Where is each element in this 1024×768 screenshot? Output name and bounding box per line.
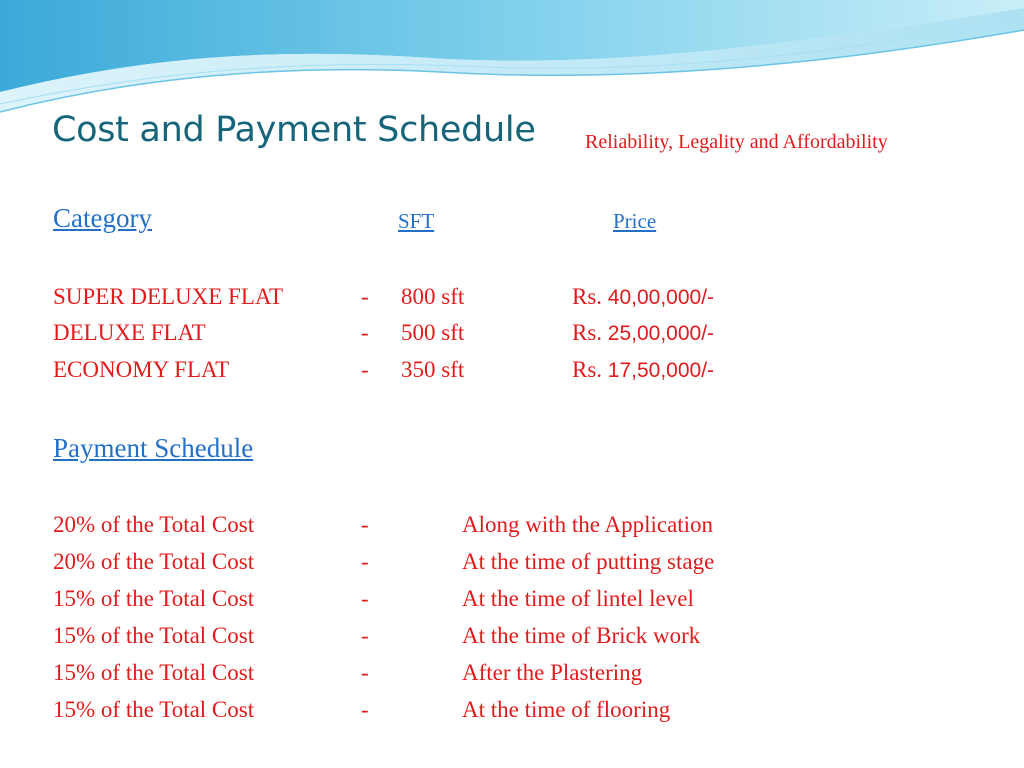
payment-portion: 15% of the Total Cost [53, 623, 255, 648]
payment-dash: - [361, 623, 369, 648]
price-value: 17,50,000/- [607, 359, 715, 382]
flat-dash: - [361, 320, 369, 345]
flat-dash: - [361, 357, 369, 382]
payment-stage: At the time of lintel level [462, 586, 694, 611]
flat-category: DELUXE FLAT [53, 320, 206, 345]
flat-sft: 500 sft [401, 320, 465, 345]
payment-dash: - [361, 660, 369, 685]
flat-category: ECONOMY FLAT [53, 357, 230, 382]
payment-dash: - [361, 512, 369, 537]
payment-stage: At the time of Brick work [462, 623, 701, 648]
flat-price [572, 320, 714, 346]
price-prefix: Rs. [572, 284, 603, 309]
payment-portion: 15% of the Total Cost [53, 586, 255, 611]
header-category: Category [53, 203, 152, 233]
price-value: 25,00,000/- [607, 322, 715, 345]
price-value: 40,00,000/- [607, 286, 715, 309]
payment-stage: After the Plastering [462, 660, 643, 685]
price-prefix: Rs. [572, 320, 603, 345]
flat-dash: - [361, 284, 369, 309]
payment-stage: At the time of putting stage [462, 549, 715, 574]
payment-dash: - [361, 549, 369, 574]
payment-portion: 15% of the Total Cost [53, 697, 255, 722]
payment-portion: 15% of the Total Cost [53, 660, 255, 685]
flat-price [572, 284, 714, 310]
flat-sft: 350 sft [401, 357, 465, 382]
flat-price [572, 357, 714, 383]
price-prefix: Rs. [572, 357, 603, 382]
payment-portion: 20% of the Total Cost [53, 512, 255, 537]
payment-stage: At the time of flooring [462, 697, 671, 722]
header-price: Price [613, 209, 657, 233]
payment-stage: Along with the Application [462, 512, 714, 537]
payment-portion: 20% of the Total Cost [53, 549, 255, 574]
payment-dash: - [361, 586, 369, 611]
payment-schedule-heading: Payment Schedule [53, 433, 254, 463]
payment-dash: - [361, 697, 369, 722]
flat-category: SUPER DELUXE FLAT [53, 284, 284, 309]
slide-subtitle: Reliability, Legality and Affordability [585, 131, 888, 153]
slide-title: Cost and Payment Schedule [52, 110, 536, 150]
header-sft: SFT [398, 209, 435, 233]
flat-sft: 800 sft [401, 284, 465, 309]
